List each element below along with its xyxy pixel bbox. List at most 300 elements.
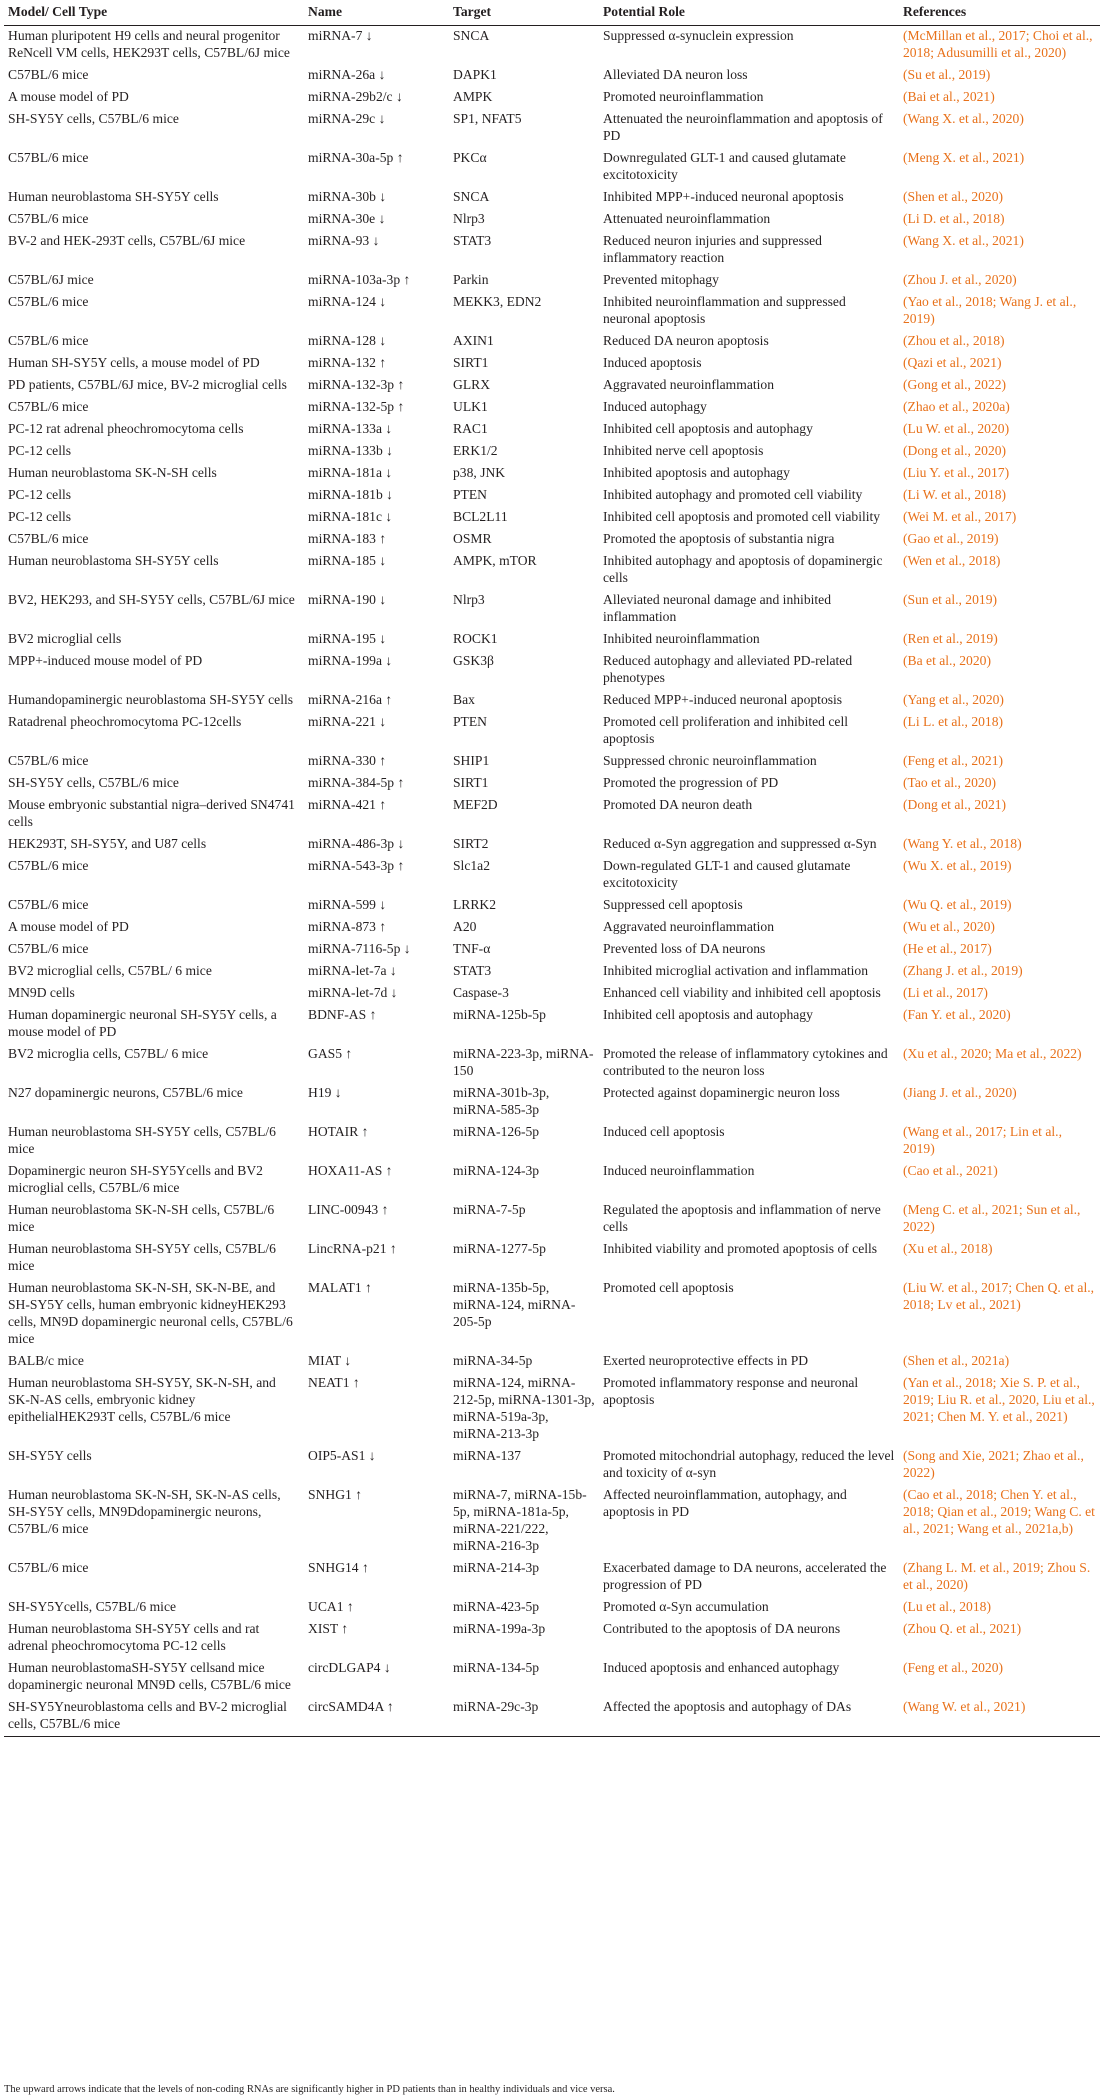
reference-link[interactable]: Su et al., 2019 (907, 67, 986, 82)
cell-target: MEF2D (453, 797, 498, 812)
cell-name: NEAT1 ↑ (308, 1375, 360, 1390)
cell-name: miRNA-486-3p ↓ (308, 836, 405, 851)
cell-target: SNCA (453, 28, 490, 43)
reference-link[interactable]: Wu X. et al., 2019 (907, 858, 1008, 873)
table-row (4, 441, 1100, 463)
reference-link[interactable]: Zhou et al., 2018 (907, 333, 1001, 348)
cell-reference: (Ba et al., 2020) (903, 653, 991, 668)
table-body (4, 26, 1100, 1737)
reference-link[interactable]: Yao et al., 2018; Wang J. et al., 2019 (903, 294, 1077, 326)
cell-target: A20 (453, 919, 477, 934)
cell-target: miRNA-301b-3p, miRNA-585-3p (453, 1085, 550, 1117)
reference-link[interactable]: Zhou J. et al., 2020 (907, 272, 1013, 287)
cell-model: C57BL/6 mice (8, 294, 89, 309)
cell-model: Human neuroblastoma SH-SY5Y, SK-N-SH, and SK-N-AS cells, embryonic kidney epithelialHEK293T cells, C57BL/6 mice (8, 1375, 276, 1424)
cell-role: Induced neuroinflammation (603, 1163, 755, 1178)
cell-role: Suppressed cell apoptosis (603, 897, 743, 912)
cell-name: miRNA-7 ↓ (308, 28, 373, 43)
table-row (4, 1619, 1100, 1658)
cell-role: Attenuated neuroinflammation (603, 211, 771, 226)
cell-target: miRNA-7-5p (453, 1202, 526, 1217)
cell-target: miRNA-29c-3p (449, 1697, 599, 1737)
cell-target: STAT3 (453, 233, 492, 248)
cell-reference: (Wu X. et al., 2019) (903, 858, 1012, 873)
cell-role: Inhibited apoptosis and autophagy (603, 465, 790, 480)
table-row (4, 375, 1100, 397)
reference-link[interactable]: Bai et al., 2021 (907, 89, 991, 104)
cell-model: BV2 microglia cells, C57BL/ 6 mice (8, 1046, 209, 1061)
cell-reference: (Song and Xie, 2021; Zhao et al., 2022) (903, 1448, 1084, 1480)
table-row (4, 939, 1100, 961)
reference-link[interactable]: Shen et al., 2021a (907, 1353, 1005, 1368)
cell-role: Promoted cell apoptosis (603, 1280, 734, 1295)
cell-role: Suppressed α-synuclein expression (603, 28, 794, 43)
reference-link[interactable]: Wu et al., 2020 (907, 919, 991, 934)
cell-reference: (Meng X. et al., 2021) (903, 150, 1025, 165)
reference-link[interactable]: Xu et al., 2018 (907, 1241, 988, 1256)
cell-name: miRNA-181c ↓ (308, 509, 393, 524)
cell-name: HOTAIR ↑ (308, 1124, 369, 1139)
cell-model: SH-SY5Yneuroblastoma cells and BV-2 microglial cells, C57BL/6 mice (4, 1697, 304, 1737)
cell-role: Promoted DA neuron death (603, 797, 753, 812)
reference-link[interactable]: Wu Q. et al., 2019 (907, 897, 1008, 912)
cell-target: GSK3β (453, 653, 494, 668)
reference-link[interactable]: He et al., 2017 (907, 941, 988, 956)
cell-reference: (Su et al., 2019) (903, 67, 991, 82)
table-row (4, 1278, 1100, 1351)
cell-role: Inhibited MPP+-induced neuronal apoptosis (603, 189, 844, 204)
cell-reference: (Zhang J. et al., 2019) (903, 963, 1023, 978)
reference-link[interactable]: Zhao et al., 2020a (907, 399, 1006, 414)
cell-reference: (Wu et al., 2020) (903, 919, 995, 934)
cell-model: Human neuroblastoma SH-SY5Y cells (8, 553, 219, 568)
cell-target: miRNA-34-5p (453, 1353, 533, 1368)
cell-name: miRNA-132 ↑ (308, 355, 387, 370)
cell-reference: (Liu Y. et al., 2017) (903, 465, 1010, 480)
reference-link[interactable]: Li W. et al., 2018 (907, 487, 1002, 502)
cell-name: miRNA-29c ↓ (308, 111, 386, 126)
table-row (4, 187, 1100, 209)
cell-name: miRNA-199a ↓ (308, 653, 393, 668)
cell-role: Induced apoptosis (603, 355, 702, 370)
cell-target: BCL2L11 (453, 509, 508, 524)
cell-model: MPP+-induced mouse model of PD (8, 653, 203, 668)
cell-target: miRNA-124, miRNA-212-5p, miRNA-1301-3p, miRNA-519a-3p, miRNA-213-3p (453, 1375, 595, 1441)
cell-reference: (Feng et al., 2020) (903, 1660, 1004, 1675)
header-row (4, 0, 1100, 26)
cell-name: LincRNA-p21 ↑ (308, 1241, 397, 1256)
cell-name: miRNA-216a ↑ (308, 692, 393, 707)
cell-target: Bax (453, 692, 475, 707)
cell-role: Alleviated DA neuron loss (603, 67, 748, 82)
cell-model: Human neuroblastoma SK-N-SH cells (8, 465, 217, 480)
cell-name: HOXA11-AS ↑ (308, 1163, 393, 1178)
cell-reference: (Wang X. et al., 2020) (903, 111, 1024, 126)
ncrna-table (4, 0, 1100, 1737)
cell-role: Reduced autophagy and alleviated PD-related phenotypes (603, 653, 853, 685)
cell-model: Human neuroblastoma SK-N-SH cells, C57BL/6 mice (8, 1202, 275, 1234)
cell-target: miRNA-7, miRNA-15b-5p, miRNA-181a-5p, miRNA-221/222, miRNA-216-3p (453, 1487, 587, 1553)
reference-link[interactable]: Xu et al., 2020; Ma et al., 2022 (907, 1046, 1078, 1061)
reference-link[interactable]: Wei M. et al., 2017 (907, 509, 1012, 524)
cell-name: GAS5 ↑ (308, 1046, 353, 1061)
cell-reference: (Cao et al., 2018; Chen Y. et al., 2018; Qian et al., 2019; Wang C. et al., 2021; Wang et al., 2021a,b) (903, 1487, 1095, 1536)
cell-name: miRNA-190 ↓ (308, 592, 387, 607)
cell-role: Exerted neuroprotective effects in PD (603, 1353, 809, 1368)
cell-model: SH-SY5Ycells, C57BL/6 mice (8, 1599, 177, 1614)
reference-link[interactable]: Dong et al., 2021 (907, 797, 1002, 812)
cell-target: OSMR (453, 531, 492, 546)
cell-role: Reduced α-Syn aggregation and suppressed α-Syn (603, 836, 877, 851)
cell-name: miRNA-30a-5p ↑ (308, 150, 404, 165)
cell-target: AMPK (453, 89, 493, 104)
table-row (4, 1485, 1100, 1558)
cell-model: BALB/c mice (8, 1353, 84, 1368)
cell-target: miRNA-214-3p (453, 1560, 540, 1575)
cell-reference: (Zhao et al., 2020a) (903, 399, 1010, 414)
cell-target: miRNA-126-5p (453, 1124, 540, 1139)
cell-target: Caspase-3 (453, 985, 509, 1000)
cell-name: miRNA-93 ↓ (308, 233, 380, 248)
table-row (4, 917, 1100, 939)
reference-link[interactable]: Ba et al., 2020 (907, 653, 987, 668)
cell-role: Inhibited autophagy and apoptosis of dopaminergic cells (603, 553, 883, 585)
cell-reference: (Li et al., 2017) (903, 985, 988, 1000)
table-row (4, 1083, 1100, 1122)
cell-name: MIAT ↓ (308, 1353, 352, 1368)
cell-model: Ratadrenal pheochromocytoma PC-12cells (8, 714, 242, 729)
cell-role: Inhibited neuroinflammation (603, 631, 760, 646)
table-row (4, 463, 1100, 485)
cell-model: BV2 microglial cells (8, 631, 122, 646)
table-row (4, 1697, 1100, 1737)
cell-target: STAT3 (453, 963, 492, 978)
cell-name: miRNA-421 ↑ (308, 797, 387, 812)
cell-model: C57BL/6 mice (8, 753, 89, 768)
reference-link[interactable]: McMillan et al., 2017; Choi et al., 2018; Adusumilli et al., 2020 (903, 28, 1093, 60)
cell-model: C57BL/6 mice (8, 1560, 89, 1575)
cell-name: miRNA-103a-3p ↑ (308, 272, 411, 287)
reference-link[interactable]: Song and Xie, 2021; Zhao et al., 2022 (903, 1448, 1084, 1480)
reference-link[interactable]: Yan et al., 2018; Xie S. P. et al., 2019; Liu R. et al., 2020, Liu et al., 2021; Chen M. Y. et al., 2021 (903, 1375, 1095, 1424)
cell-target: SP1, NFAT5 (453, 111, 522, 126)
table-row (4, 1351, 1100, 1373)
cell-model: Human dopaminergic neuronal SH-SY5Y cells, a mouse model of PD (8, 1007, 277, 1039)
cell-role: Reduced MPP+-induced neuronal apoptosis (603, 692, 843, 707)
cell-name: miRNA-let-7d ↓ (308, 985, 398, 1000)
cell-role: Inhibited microglial activation and inflammation (603, 963, 869, 978)
reference-link[interactable]: Yang et al., 2020 (907, 692, 1000, 707)
cell-name: miRNA-132-3p ↑ (308, 377, 405, 392)
cell-role: Inhibited cell apoptosis and autophagy (603, 421, 813, 436)
cell-target: Nlrp3 (453, 211, 485, 226)
cell-role: Aggravated neuroinflammation (603, 919, 774, 934)
cell-role: Aggravated neuroinflammation (603, 377, 774, 392)
cell-model: Human neuroblastoma SH-SY5Y cells (8, 189, 219, 204)
cell-target: SHIP1 (453, 753, 490, 768)
cell-role: Promoted neuroinflammation (603, 89, 764, 104)
cell-model: PC-12 cells (8, 443, 72, 458)
cell-reference: (Yao et al., 2018; Wang J. et al., 2019) (903, 294, 1077, 326)
reference-link[interactable]: Li D. et al., 2018 (907, 211, 1001, 226)
reference-link[interactable]: Liu Y. et al., 2017 (907, 465, 1005, 480)
reference-link[interactable]: Wang W. et al., 2021 (907, 1699, 1021, 1714)
cell-target: MEKK3, EDN2 (453, 294, 542, 309)
cell-model: Mouse embryonic substantial nigra–derived SN4741 cells (8, 797, 295, 829)
cell-role: Induced cell apoptosis (603, 1124, 725, 1139)
cell-target: DAPK1 (453, 67, 497, 82)
header-references: References (899, 0, 1100, 26)
cell-model: C57BL/6 mice (8, 150, 89, 165)
cell-target: p38, JNK (453, 465, 506, 480)
cell-role: Downregulated GLT-1 and caused glutamate excitotoxicity (603, 150, 846, 182)
reference-link[interactable]: Gong et al., 2022 (907, 377, 1002, 392)
cell-model: HEK293T, SH-SY5Y, and U87 cells (8, 836, 207, 851)
table-row (4, 26, 1100, 66)
cell-role: Promoted the apoptosis of substantia nigra (603, 531, 835, 546)
cell-target: TNF-α (453, 941, 491, 956)
cell-name: miRNA-195 ↓ (308, 631, 387, 646)
cell-model: BV-2 and HEK-293T cells, C57BL/6J mice (8, 233, 246, 248)
cell-name: miRNA-183 ↑ (308, 531, 387, 546)
cell-target: miRNA-125b-5p (453, 1007, 546, 1022)
cell-reference: (Zhou et al., 2018) (903, 333, 1005, 348)
cell-name: miRNA-133a ↓ (308, 421, 393, 436)
cell-target: SIRT2 (453, 836, 489, 851)
table-row (4, 1200, 1100, 1239)
reference-link[interactable]: Ren et al., 2019 (907, 631, 994, 646)
cell-reference: (Qazi et al., 2021) (903, 355, 1002, 370)
table-row (4, 1005, 1100, 1044)
cell-role: Attenuated the neuroinflammation and apoptosis of PD (603, 111, 883, 143)
reference-link[interactable]: Tao et al., 2020 (907, 775, 992, 790)
cell-role: Exacerbated damage to DA neurons, accelerated the progression of PD (603, 1560, 887, 1592)
table-row (4, 629, 1100, 651)
cell-role: Suppressed chronic neuroinflammation (603, 753, 817, 768)
cell-model: C57BL/6J mice (8, 272, 94, 287)
table-row (4, 231, 1100, 270)
cell-name: miRNA-26a ↓ (308, 67, 386, 82)
cell-target: Slc1a2 (453, 858, 490, 873)
table-row (4, 1658, 1100, 1697)
reference-link[interactable]: Meng X. et al., 2021 (907, 150, 1020, 165)
cell-model: C57BL/6 mice (8, 531, 89, 546)
cell-reference: (Wang X. et al., 2021) (903, 233, 1024, 248)
cell-name: XIST ↑ (308, 1621, 349, 1636)
cell-reference: (Gao et al., 2019) (903, 531, 999, 546)
table-row (4, 1597, 1100, 1619)
cell-name: miRNA-873 ↑ (308, 919, 387, 934)
reference-link[interactable]: Dong et al., 2020 (907, 443, 1002, 458)
cell-model: Human neuroblastoma SK-N-SH, SK-N-AS cells, SH-SY5Y cells, MN9Ddopaminergic neurons, C57BL/6 mice (8, 1487, 281, 1536)
cell-name: miRNA-330 ↑ (308, 753, 387, 768)
reference-link[interactable]: Zhang L. M. et al., 2019; Zhou S. et al., 2020 (903, 1560, 1091, 1592)
reference-link[interactable]: Qazi et al., 2021 (907, 355, 997, 370)
table-row (4, 65, 1100, 87)
reference-link[interactable]: Jiang J. et al., 2020 (907, 1085, 1013, 1100)
reference-link[interactable]: Wang Y. et al., 2018 (907, 836, 1018, 851)
table-row (4, 485, 1100, 507)
cell-name: miRNA-124 ↓ (308, 294, 387, 309)
cell-reference: (Jiang J. et al., 2020) (903, 1085, 1017, 1100)
reference-link[interactable]: Liu W. et al., 2017; Chen Q. et al., 2018; Lv et al., 2021 (903, 1280, 1095, 1312)
cell-reference: (Zhou J. et al., 2020) (903, 272, 1017, 287)
cell-role: Contributed to the apoptosis of DA neurons (603, 1621, 841, 1636)
cell-model: BV2 microglial cells, C57BL/ 6 mice (8, 963, 212, 978)
reference-link[interactable]: Lu et al., 2018 (907, 1599, 987, 1614)
cell-reference: (Lu W. et al., 2020) (903, 421, 1010, 436)
table-row (4, 1161, 1100, 1200)
cell-role: Alleviated neuronal damage and inhibited inflammation (603, 592, 831, 624)
cell-reference: (Wen et al., 2018) (903, 553, 1001, 568)
cell-role: Prevented loss of DA neurons (603, 941, 766, 956)
table-row (4, 751, 1100, 773)
cell-role: Promoted the progression of PD (603, 775, 779, 790)
table-row (4, 690, 1100, 712)
reference-link[interactable]: Feng et al., 2021 (907, 753, 999, 768)
reference-link[interactable]: Lu W. et al., 2020 (907, 421, 1005, 436)
cell-model: C57BL/6 mice (8, 858, 89, 873)
cell-role: Promoted inflammatory response and neuronal apoptosis (603, 1375, 859, 1407)
cell-name: miRNA-133b ↓ (308, 443, 393, 458)
header-target: Target (449, 0, 599, 26)
table-row (4, 1446, 1100, 1485)
table-row (4, 590, 1100, 629)
cell-reference: (Wang W. et al., 2021) (899, 1697, 1100, 1737)
reference-link[interactable]: Wang et al., 2017; Lin et al., 2019 (903, 1124, 1062, 1156)
cell-model: C57BL/6 mice (8, 333, 89, 348)
header-name: Name (304, 0, 449, 26)
reference-link[interactable]: Shen et al., 2020 (907, 189, 999, 204)
reference-link[interactable]: Zhang J. et al., 2019 (907, 963, 1019, 978)
reference-link[interactable]: Wang X. et al., 2020 (907, 111, 1020, 126)
cell-name: miRNA-30b ↓ (308, 189, 387, 204)
cell-model: C57BL/6 mice (8, 399, 89, 414)
cell-role: Inhibited neuroinflammation and suppressed neuronal apoptosis (603, 294, 846, 326)
cell-model: C57BL/6 mice (8, 941, 89, 956)
cell-target: RAC1 (453, 421, 488, 436)
cell-reference: (Ren et al., 2019) (903, 631, 998, 646)
cell-target: ERK1/2 (453, 443, 498, 458)
reference-link[interactable]: Wen et al., 2018 (907, 553, 996, 568)
cell-role: Promoted α-Syn accumulation (603, 1599, 769, 1614)
cell-reference: (Li D. et al., 2018) (903, 211, 1005, 226)
cell-role: Prevented mitophagy (603, 272, 719, 287)
header-model: Model/ Cell Type (4, 0, 304, 26)
reference-link[interactable]: Cao et al., 2018; Chen Y. et al., 2018; Qian et al., 2019; Wang C. et al., 2021; Wang et al., 2021a,b (903, 1487, 1095, 1536)
cell-reference: (Bai et al., 2021) (903, 89, 995, 104)
table-row (4, 419, 1100, 441)
cell-reference: (Tao et al., 2020) (903, 775, 997, 790)
cell-reference: (McMillan et al., 2017; Choi et al., 2018; Adusumilli et al., 2020) (903, 28, 1093, 60)
reference-link[interactable]: Sun et al., 2019 (907, 592, 993, 607)
cell-reference: (Feng et al., 2021) (903, 753, 1004, 768)
reference-link[interactable]: Zhou Q. et al., 2021 (907, 1621, 1017, 1636)
cell-name: SNHG14 ↑ (308, 1560, 369, 1575)
table-row (4, 983, 1100, 1005)
table-row (4, 1239, 1100, 1278)
table-row (4, 507, 1100, 529)
cell-model: Human neuroblastoma SK-N-SH, SK-N-BE, and SH-SY5Y cells, human embryonic kidneyHEK293 cells, MN9D dopaminergic neuronal cells, C57BL/6 mice (8, 1280, 293, 1346)
cell-reference: (Liu W. et al., 2017; Chen Q. et al., 2018; Lv et al., 2021) (903, 1280, 1095, 1312)
table-row (4, 1373, 1100, 1446)
cell-reference: (Yang et al., 2020) (903, 692, 1004, 707)
cell-name: miRNA-181b ↓ (308, 487, 393, 502)
cell-target: PKCα (453, 150, 487, 165)
cell-reference: (Lu et al., 2018) (903, 1599, 991, 1614)
cell-model: Humandopaminergic neuroblastoma SH-SY5Y cells (8, 692, 294, 707)
cell-role: Enhanced cell viability and inhibited cell apoptosis (603, 985, 881, 1000)
cell-model: C57BL/6 mice (8, 211, 89, 226)
cell-reference: (Wang et al., 2017; Lin et al., 2019) (903, 1124, 1062, 1156)
cell-name: MALAT1 ↑ (308, 1280, 372, 1295)
cell-model: SH-SY5Y cells (8, 1448, 92, 1463)
table-row (4, 148, 1100, 187)
cell-target: ULK1 (453, 399, 488, 414)
cell-name: BDNF-AS ↑ (308, 1007, 377, 1022)
cell-model: Dopaminergic neuron SH-SY5Ycells and BV2 microglial cells, C57BL/6 mice (8, 1163, 263, 1195)
table-row (4, 834, 1100, 856)
cell-name: miRNA-let-7a ↓ (308, 963, 397, 978)
cell-target: miRNA-423-5p (453, 1599, 540, 1614)
table-row (4, 1122, 1100, 1161)
cell-role: Promoted cell proliferation and inhibited cell apoptosis (603, 714, 848, 746)
table-row (4, 353, 1100, 375)
cell-model: Human SH-SY5Y cells, a mouse model of PD (8, 355, 260, 370)
cell-target: ROCK1 (453, 631, 498, 646)
cell-role: Affected neuroinflammation, autophagy, and apoptosis in PD (603, 1487, 847, 1519)
reference-link[interactable]: Li L. et al., 2018 (907, 714, 999, 729)
cell-target: SIRT1 (453, 355, 489, 370)
table-footnote: The upward arrows indicate that the levels of non-coding RNAs are significantly higher in PD patients than in healthy individuals and vice versa. (4, 2084, 615, 2095)
reference-link[interactable]: Wang X. et al., 2021 (907, 233, 1020, 248)
table-row (4, 292, 1100, 331)
reference-link[interactable]: Gao et al., 2019 (907, 531, 994, 546)
cell-role: Induced autophagy (603, 399, 707, 414)
cell-role: Protected against dopaminergic neuron loss (603, 1085, 840, 1100)
cell-name: miRNA-384-5p ↑ (308, 775, 405, 790)
cell-name: miRNA-128 ↓ (308, 333, 387, 348)
reference-link[interactable]: Cao et al., 2021 (907, 1163, 994, 1178)
cell-model: PC-12 cells (8, 509, 72, 524)
cell-reference: (Gong et al., 2022) (903, 377, 1007, 392)
cell-role: Inhibited cell apoptosis and autophagy (603, 1007, 813, 1022)
cell-target: miRNA-199a-3p (453, 1621, 546, 1636)
cell-name: miRNA-29b2/c ↓ (308, 89, 403, 104)
reference-link[interactable]: Fan Y. et al., 2020 (907, 1007, 1007, 1022)
cell-reference: (Fan Y. et al., 2020) (903, 1007, 1011, 1022)
cell-role: Inhibited autophagy and promoted cell viability (603, 487, 863, 502)
cell-role: Induced apoptosis and enhanced autophagy (603, 1660, 840, 1675)
table-row (4, 651, 1100, 690)
cell-reference: (Meng C. et al., 2021; Sun et al., 2022) (903, 1202, 1081, 1234)
cell-target: miRNA-223-3p, miRNA-150 (453, 1046, 594, 1078)
table-row (4, 331, 1100, 353)
cell-target: LRRK2 (453, 897, 497, 912)
table-row (4, 1044, 1100, 1083)
cell-target: miRNA-137 (453, 1448, 521, 1463)
cell-name: SNHG1 ↑ (308, 1487, 363, 1502)
table-row (4, 209, 1100, 231)
cell-role: Reduced DA neuron apoptosis (603, 333, 769, 348)
cell-reference: (Zhou Q. et al., 2021) (903, 1621, 1022, 1636)
table-row (4, 1558, 1100, 1597)
cell-name: miRNA-185 ↓ (308, 553, 387, 568)
table-row (4, 856, 1100, 895)
reference-link[interactable]: Meng C. et al., 2021; Sun et al., 2022 (903, 1202, 1081, 1234)
reference-link[interactable]: Feng et al., 2020 (907, 1660, 999, 1675)
reference-link[interactable]: Li et al., 2017 (907, 985, 984, 1000)
